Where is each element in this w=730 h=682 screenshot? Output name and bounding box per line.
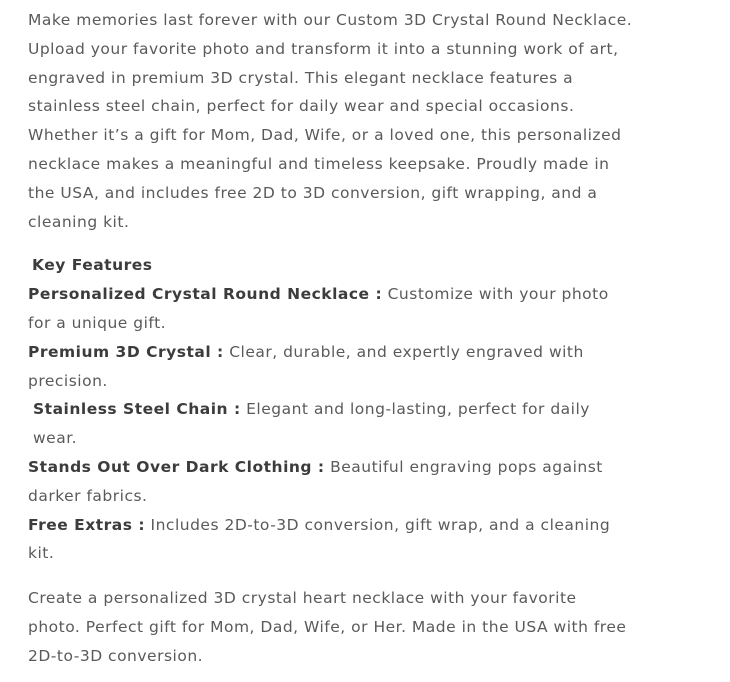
- feature-name: Premium 3D Crystal :: [28, 342, 224, 361]
- feature-text: Customize with your photo for a unique gift.: [28, 285, 609, 332]
- key-features-section: [28, 251, 634, 568]
- closing-paragraph: Create a personalized 3D crystal heart necklace with your favorite photo. Perfect gift for Mom, Dad, Wife, or Her. Made in the USA with free 2D-to-3D conversion.: [28, 589, 627, 665]
- feature-item: [28, 280, 634, 338]
- feature-item: [28, 453, 634, 511]
- feature-item: [28, 511, 634, 569]
- feature-text: Elegant and long-lasting, perfect for daily wear.: [33, 400, 590, 448]
- feature-item: [28, 338, 634, 396]
- feature-name: Free Extras :: [28, 515, 146, 534]
- feature-item: [28, 395, 634, 453]
- key-features-heading: Key Features: [32, 256, 153, 275]
- intro-paragraph: Make memories last forever with our Custom 3D Crystal Round Necklace. Upload your favorite photo and transform it into a stunning work of art, engraved in premium 3D crystal. This elegant necklace features a stainless steel chain, perfect for daily wear and special occasions. Whether it’s a gift for Mom, Dad, Wife, or a loved one, this personalized necklace makes a meaningful and timeless keepsake. Proudly made in the USA, and includes free 2D to 3D conversion, gift wrapping, and a cleaning kit.: [28, 11, 633, 231]
- feature-text: Includes 2D-to-3D conversion, gift wrap, and a cleaning kit.: [28, 515, 611, 563]
- feature-name: Personalized Crystal Round Necklace :: [28, 285, 383, 304]
- feature-name: Stainless Steel Chain :: [33, 400, 241, 419]
- feature-text: Beautiful engraving pops against darker fabrics.: [28, 457, 603, 505]
- product-description: [28, 6, 634, 671]
- feature-name: Stands Out Over Dark Clothing :: [28, 457, 325, 476]
- feature-text: Clear, durable, and expertly engraved with precision.: [28, 342, 584, 390]
